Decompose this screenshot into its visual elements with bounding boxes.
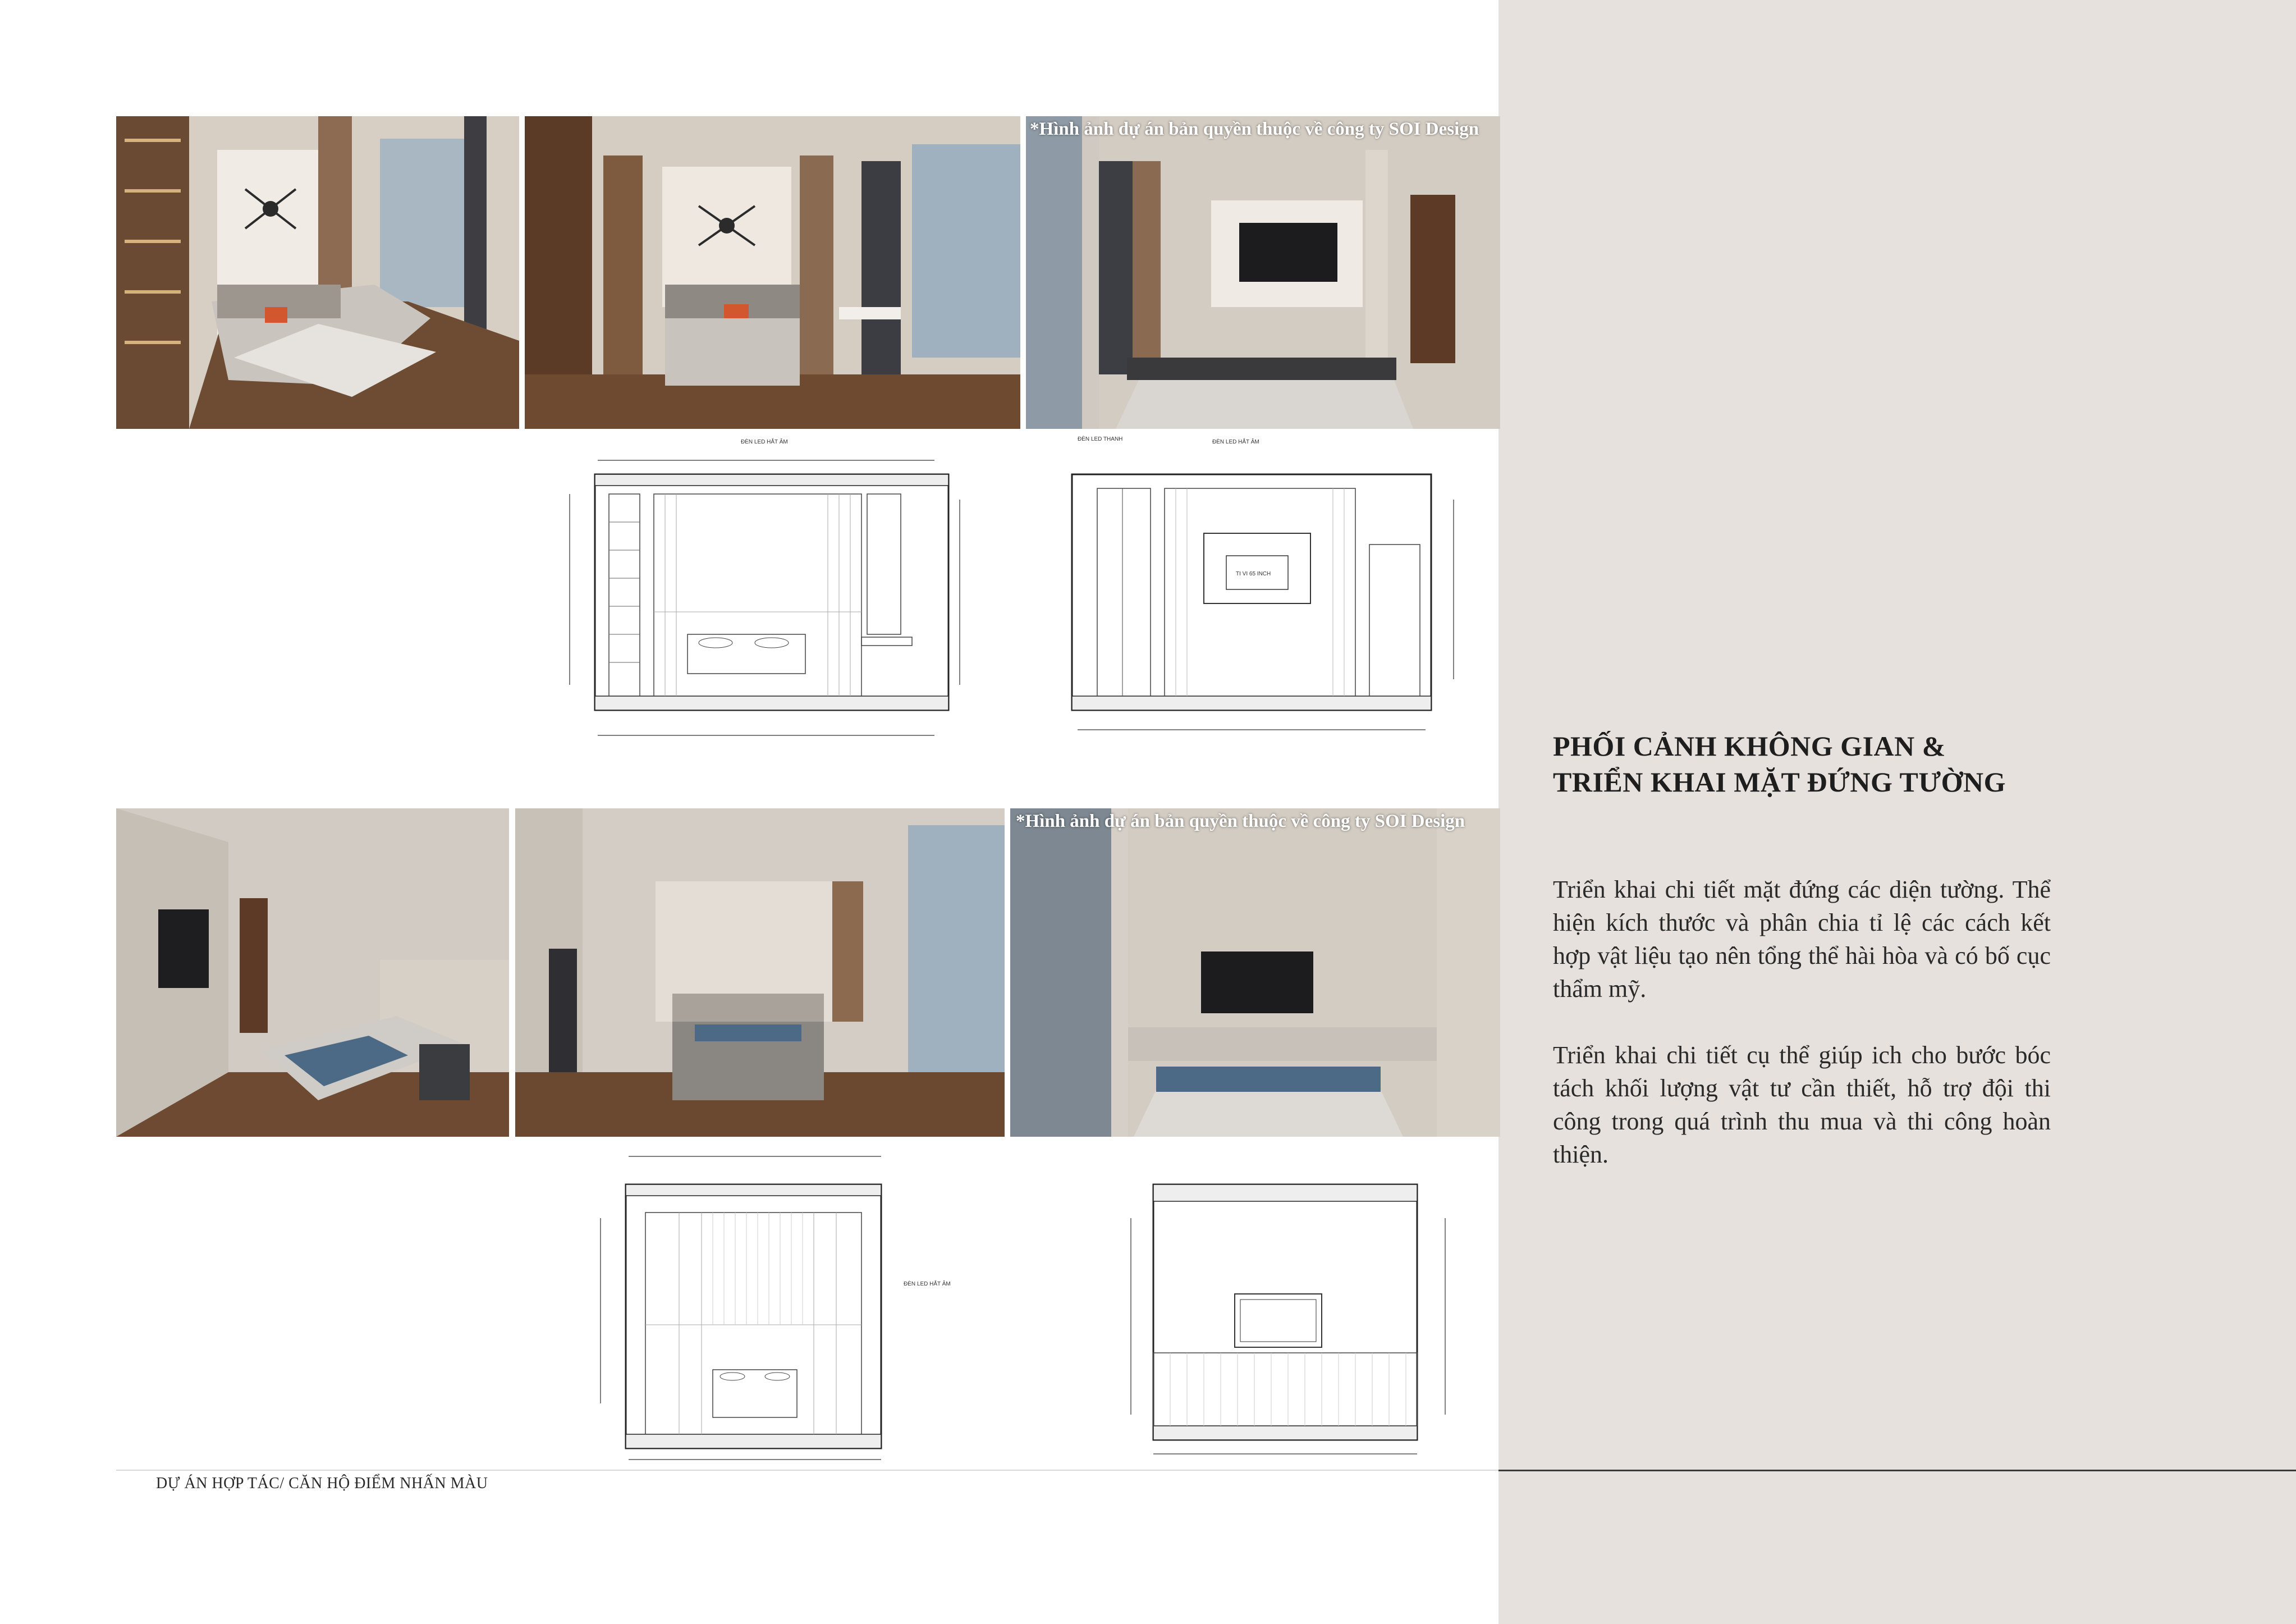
render-bedroom-top-1 bbox=[116, 116, 519, 429]
tv-label: TI VI 65 INCH bbox=[1236, 571, 1271, 577]
led-label: ĐÈN LED HẮT ÂM bbox=[741, 439, 788, 445]
render-bedroom-bottom-2 bbox=[515, 808, 1005, 1137]
elevation-drawing-bottom-left bbox=[578, 1145, 960, 1468]
render-bedroom-top-2 bbox=[525, 116, 1020, 429]
section-title bbox=[1553, 728, 2006, 800]
description-paragraph-1: Triển khai chi tiết mặt đứng các diện tường. Thể hiện kích thước và phân chia tỉ lệ các cách kết hợp vật liệu tạo nên tổng thể hài hòa và có bố cục thẩm mỹ. bbox=[1553, 876, 2051, 1003]
footer-project-label: DỰ ÁN HỢP TÁC/ CĂN HỘ ĐIỂM NHẤN MÀU bbox=[156, 1475, 488, 1492]
render-bedroom-bottom-1 bbox=[116, 808, 509, 1137]
elevation-drawing-top-right bbox=[1055, 432, 1482, 744]
render-bedroom-bottom-3 bbox=[1010, 808, 1500, 1137]
title-line-1: PHỐI CẢNH KHÔNG GIAN & bbox=[1553, 730, 1946, 762]
footer-rule-left bbox=[116, 1470, 1498, 1471]
description-paragraph-2: Triển khai chi tiết cụ thể giúp ich cho bước bóc tách khối lượng vật tư cần thiết, hỗ trợ đội thi công trong quá trình thu mua và thi công hoàn thiện. bbox=[1553, 1041, 2051, 1168]
render-bedroom-top-3 bbox=[1026, 116, 1500, 429]
copyright-watermark: *Hình ảnh dự án bản quyền thuộc về công ty SOI Design bbox=[1030, 119, 1479, 139]
elevation-drawing-top-left bbox=[547, 432, 982, 752]
copyright-watermark-2: *Hình ảnh dự án bản quyền thuộc về công ty SOI Design bbox=[1016, 811, 1465, 831]
led-label-2: ĐÈN LED HẮT ÂM bbox=[1212, 439, 1259, 445]
led-strip-label: ĐÈN LED THANH bbox=[1078, 436, 1123, 442]
elevation-drawing-bottom-right bbox=[1114, 1173, 1473, 1465]
led-label-3: ĐÈN LED HẮT ÂM bbox=[904, 1281, 951, 1287]
side-panel bbox=[1498, 0, 2296, 1624]
footer-rule-right bbox=[1498, 1470, 2296, 1471]
title-line-2: TRIỂN KHAI MẶT ĐỨNG TƯỜNG bbox=[1553, 766, 2006, 798]
